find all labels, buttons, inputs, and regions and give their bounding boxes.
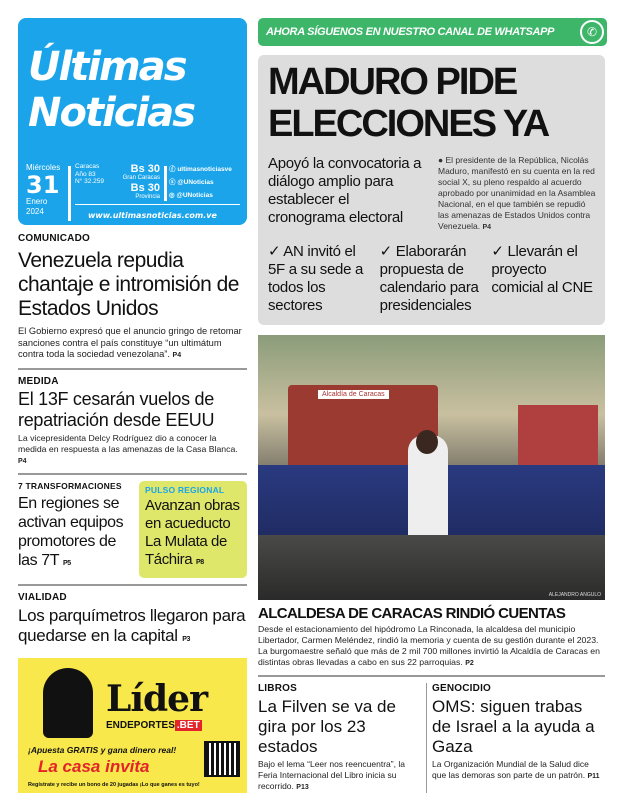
story-7t[interactable]: 7 TRANSFORMACIONES En regiones se activan equipos promotores de las 7T P5 — [18, 480, 124, 569]
instagram-link[interactable]: ◎ @UNoticias — [169, 192, 213, 199]
story-vialidad[interactable]: VIALIDAD Los parquímetros llegaron para quedarse en la capital P3 — [18, 591, 246, 645]
whatsapp-banner[interactable]: AHORA SÍGUENOS EN NUESTRO CANAL DE WHATSAPP ✆ — [258, 18, 607, 46]
x-link[interactable]: ⓧ @UNoticias — [169, 179, 214, 186]
check-item: ✓ Llevarán el proyecto comicial al CNE — [491, 243, 593, 296]
story-pulso-regional[interactable]: PULSO REGIONAL Avanzan obras en acueducto La Mulata de Táchira P8 — [139, 481, 247, 578]
lead-headline: MADURO PIDE ELECCIONES YA — [268, 61, 549, 145]
warrior-bust-icon — [43, 668, 93, 738]
logo: Últimas Noticias — [28, 44, 195, 136]
right-column — [258, 18, 607, 793]
social-links — [169, 163, 232, 202]
story-libros[interactable]: LIBROS La Filven se va de gira por los 23 estados Bajo el lema “Leer nos reencuentra”, la Feria Internacional del Libro inicia su recorrido. P13 — [258, 683, 405, 791]
lead-subheadline: Apoyó la convocatoria a diálogo amplio para establecer el cronograma electoral — [268, 155, 422, 226]
story-medida[interactable]: MEDIDA El 13F cesarán vuelos de repatriación desde EEUU La vicepresidenta Delcy Rodríguez dio a conocer la medida en respuesta a las amenazas de la Casa Blanca. P4 — [18, 375, 238, 465]
issue-info: Caracas Año 83 N° 32.259 — [75, 163, 104, 185]
website-url[interactable]: www.ultimasnoticias.com.ve — [88, 211, 217, 220]
photo-credit: ALEJANDRO ANGULO — [548, 592, 601, 598]
photo-story-headline: ALCALDESA DE CARACAS RINDIÓ CUENTAS — [258, 605, 566, 622]
lider-ad[interactable]: Líder ENDEPORTES .BET ¡Apuesta GRATIS y gana dinero real! La casa invita Regístrate y recibe un bono de 20 jugadas ¡Lo que ganes es tuyo! — [18, 658, 247, 793]
facebook-link[interactable]: ⓕ ultimasnoticiasve — [169, 166, 232, 173]
story-genocidio[interactable]: GENOCIDIO OMS: siguen trabas de Israel a la ayuda a Gaza La Organización Mundial de la Salud dice que las demoras son parte de un patrón. P11 — [432, 683, 600, 780]
masthead — [18, 18, 247, 225]
check-item: ✓ Elaborarán propuesta de calendario para presidenciales — [379, 243, 479, 314]
photo-story-body: Desde el estacionamiento del hipódromo La Rinconada, la alcaldesa del municipio Libertador, Carmen Meléndez, rindió la memoria y cuenta de su gestión durante el 2023. La burgomaestre señaló que más de 2 mil 700 millones invirtió la Alcaldía de Caracas en distintas obras llevadas a cabo en sus 22 parroquias. P2 — [258, 624, 600, 667]
story-comunicado[interactable]: COMUNICADO Venezuela repudia chantaje e intromisión de Estados Unidos El Gobierno expresó que el anuncio gringo de retomar sanciones contra el país constituye “un ultimátum contra toda la sociedad venezolana”. P4 — [18, 233, 242, 359]
photo-story[interactable] — [258, 604, 605, 669]
prices: Bs 30 Gran Caracas Bs 30 Provincia — [122, 163, 160, 200]
whatsapp-icon: ✆ — [580, 20, 604, 44]
check-item: ✓ AN invitó el 5F a su sede a todos los sectores — [268, 243, 364, 314]
lead-body: ● El presidente de la República, Nicolás Maduro, manifestó en su cuenta en la red social X, su pleno respaldo al acuerdo aprobado por unanimidad en la Asamblea Nacional, en el que también se repudió las amenazas de Estados Unidos contra Venezuela. P4 — [438, 155, 596, 231]
qr-code[interactable] — [206, 743, 238, 775]
photo-banner: Alcaldía de Caracas — [318, 390, 389, 399]
lead-story — [258, 55, 605, 325]
date: Miércoles 31 Enero 2024 — [26, 163, 61, 216]
lead-photo — [258, 335, 605, 600]
left-column — [18, 18, 247, 793]
